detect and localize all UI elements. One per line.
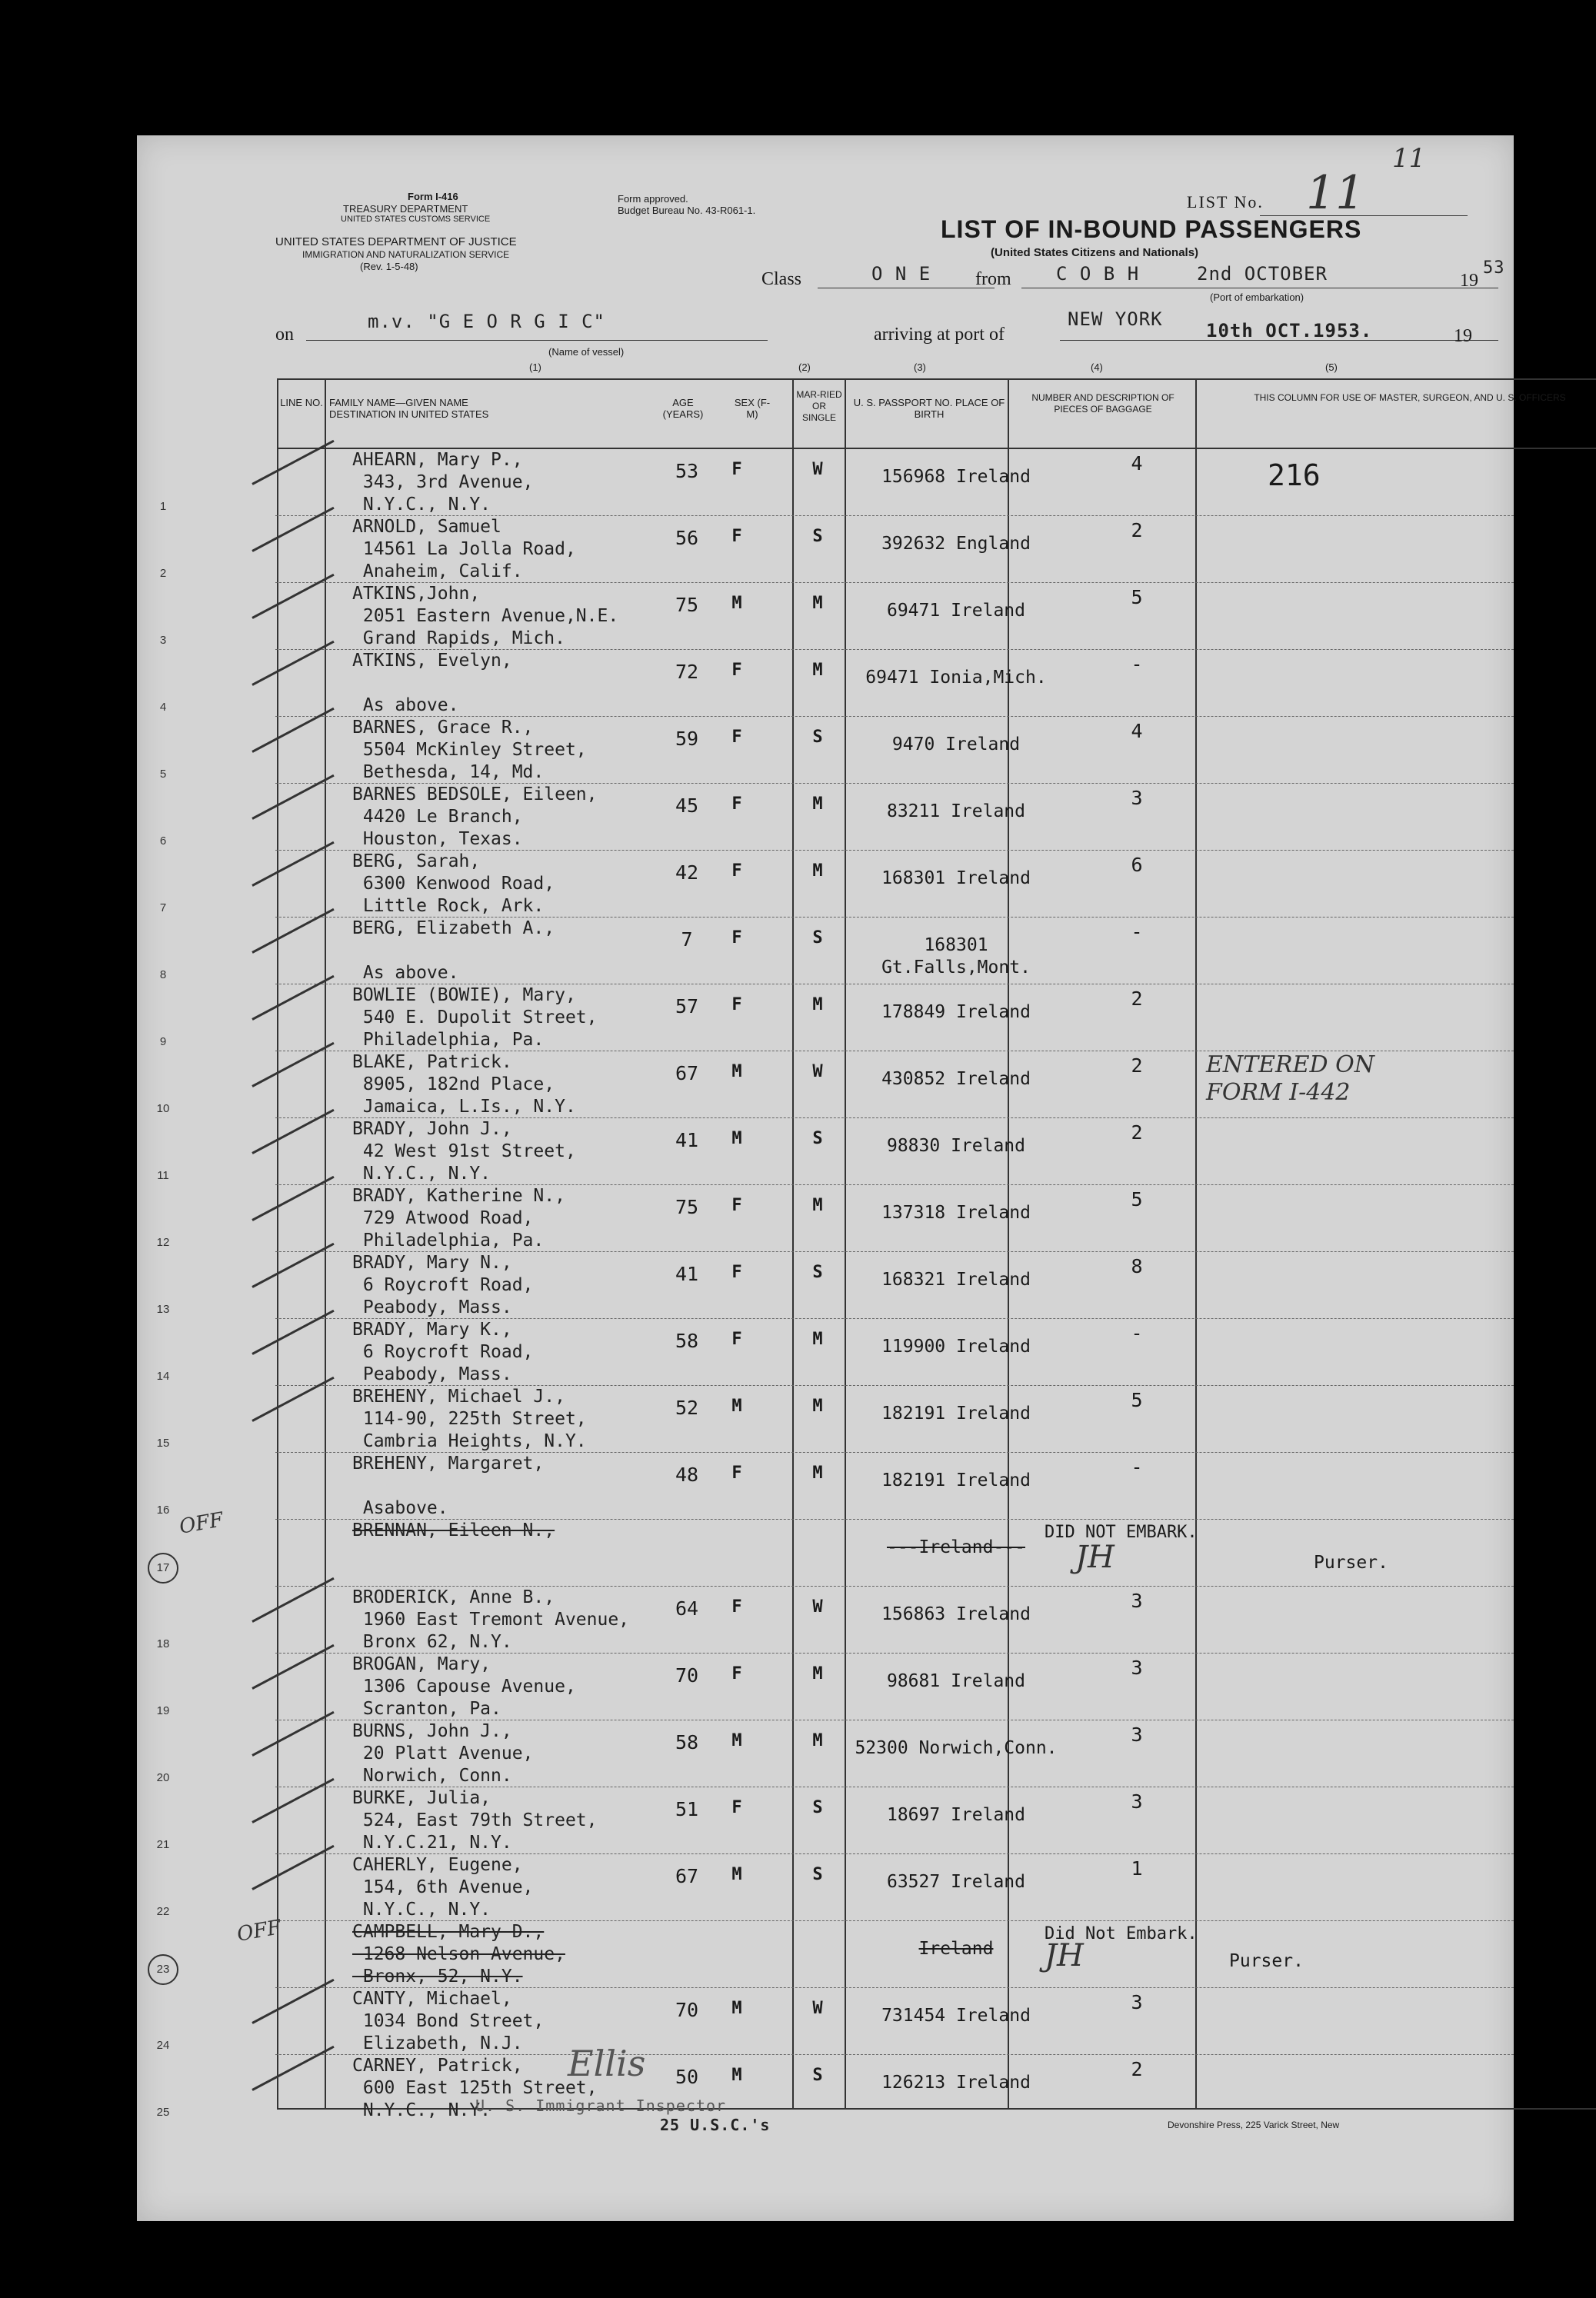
passenger-name-address: BOWLIE (BOWIE), Mary, 540 E. Dupolit Street, Philadelphia, Pa. [352,985,598,1050]
table-row [137,2055,1514,2122]
passenger-name-address: CARNEY, Patrick, 600 East 125th Street, N.Y.C., N.Y. [352,2056,598,2120]
baggage-count: 2 [1131,519,1143,541]
column-number: (2) [798,361,811,373]
passenger-sex: M [731,1865,742,1884]
budget-bureau: Budget Bureau No. 43-R061-1. [618,205,756,216]
passenger-age: 58 [675,1330,699,1352]
line-number: 11 [157,1169,169,1182]
passenger-age: 64 [675,1597,699,1620]
baggage-count: 3 [1131,1991,1143,2013]
line-number: 21 [156,1838,170,1851]
passenger-name-address: ATKINS, Evelyn, As above. [352,651,512,715]
table-row [137,516,1514,583]
revision-label: (Rev. 1-5-48) [360,261,418,272]
port-embarkation-caption: (Port of embarkation) [1210,291,1304,303]
arrival-port: NEW YORK [1068,308,1163,330]
baggage-count: - [1131,1456,1143,1478]
line-number: 15 [156,1437,170,1450]
passenger-sex: M [731,1999,742,2018]
customs-service: UNITED STATES CUSTOMS SERVICE [341,215,491,224]
header-sex: SEX (F-M) [734,397,771,420]
passenger-name-address: AHEARN, Mary P., 343, 3rd Avenue, N.Y.C., N.Y. [352,450,534,515]
passenger-sex: M [731,1397,742,1416]
passenger-name-address: BROGAN, Mary, 1306 Capouse Avenue, Scranton, Pa. [352,1654,576,1719]
baggage-count: 2 [1131,1054,1143,1077]
passport-birthplace: 178849 Ireland [881,1002,1031,1022]
line-number: 16 [156,1504,170,1517]
passenger-name-address: CANTY, Michael, 1034 Bond Street, Elizabeth, N.J. [352,1989,545,2053]
passenger-sex: F [731,1196,742,1215]
treasury-department: TREASURY DEPARTMENT [343,203,468,215]
passenger-marital: S [812,1263,823,1282]
list-number-value: 11 [1306,166,1365,220]
from-label: from [975,269,1011,289]
baggage-count: 2 [1131,1121,1143,1144]
header-line-no: LINE NO. [280,397,323,408]
passenger-name-address: BRADY, John J., 42 West 91st Street, N.Y.C., N.Y. [352,1119,576,1184]
line-number: 22 [156,1905,170,1918]
department-of-justice: UNITED STATES DEPARTMENT OF JUSTICE [275,235,517,248]
baggage-count: 8 [1131,1255,1143,1277]
passenger-name-address: ATKINS,John, 2051 Eastern Avenue,N.E. Grand Rapids, Mich. [352,584,619,648]
usc-total: 25 U.S.C.'s [660,2116,771,2134]
passenger-name-address: CAMPBELL, Mary D., 1268 Nelson Avenue, Bronx, 52, N.Y. [352,1922,565,1987]
line-number-circled: 17 [148,1553,178,1584]
passenger-marital: M [812,1731,823,1750]
class-value: O N E [871,263,931,285]
baggage-count: 3 [1131,1590,1143,1612]
corner-mark: 11 [1392,143,1426,174]
passenger-sex: F [731,1464,742,1483]
purser-label: Purser. [1229,1951,1304,1971]
line-number: 2 [159,567,167,580]
officer-remark: ENTERED ON FORM I-442 [1206,1051,1374,1106]
baggage-count: 5 [1131,1188,1143,1211]
passenger-age: 72 [675,661,699,683]
table-row [137,1787,1514,1854]
line-number: 12 [156,1236,170,1249]
passport-birthplace: 63527 Ireland [886,1872,1025,1892]
passport-birthplace: 98681 Ireland [886,1671,1025,1691]
table-row [137,1988,1514,2055]
passport-birthplace: 182191 Ireland [881,1404,1031,1424]
passenger-marital: M [812,794,823,814]
passenger-sex: F [731,1664,742,1684]
table-row [137,918,1514,984]
passport-birthplace: 137318 Ireland [881,1203,1031,1223]
table-row [137,1386,1514,1453]
passport-birthplace: 168301 Gt.Falls,Mont. [881,935,1031,977]
passenger-marital: S [812,1798,823,1817]
passenger-sex: F [731,661,742,680]
passenger-age: 50 [675,2066,699,2088]
line-number: 9 [159,1035,167,1048]
line-number: 1 [159,500,167,513]
line-number-circled: 23 [148,1954,178,1985]
passenger-marital: S [812,527,823,546]
table-row [137,1453,1514,1520]
passport-birthplace: 168321 Ireland [881,1270,1031,1290]
passenger-name-address: BARNES, Grace R., 5504 McKinley Street, Bethesda, 14, Md. [352,718,587,782]
form-title: LIST OF IN-BOUND PASSENGERS [941,215,1362,243]
passenger-marital: W [812,1999,823,2018]
passport-birthplace: 430852 Ireland [881,1069,1031,1089]
form-approved: Form approved. [618,193,688,205]
year-prefix-2: 19 [1454,326,1472,346]
baggage-count: 5 [1131,1389,1143,1411]
table-row [137,449,1514,516]
table-row [137,1720,1514,1787]
baggage-count: - [1131,921,1143,943]
passport-birthplace: 392632 England [881,534,1031,554]
passport-birthplace: 52300 Norwich,Conn. [855,1738,1058,1758]
passenger-sex: M [731,1731,742,1750]
passenger-age: 52 [675,1397,699,1419]
table-row [137,1051,1514,1118]
passenger-sex: M [731,594,742,613]
passenger-name-address: ARNOLD, Samuel 14561 La Jolla Road, Anaheim, Calif. [352,517,576,581]
passenger-sex: M [731,1062,742,1081]
passenger-marital: M [812,1397,823,1416]
passenger-sex: F [731,728,742,747]
table-row [137,984,1514,1051]
line-number [148,1553,178,1584]
passport-birthplace: 126213 Ireland [881,2073,1031,2093]
passport-birthplace: 83211 Ireland [886,801,1025,821]
table-row [137,1854,1514,1921]
column-number: (4) [1091,361,1103,373]
table-row [137,1252,1514,1319]
passenger-name-address: BREHENY, Margaret, Asabove. [352,1454,545,1518]
passport-birthplace: 156968 Ireland [881,467,1031,487]
passenger-age: 75 [675,594,699,616]
vessel-underline [306,340,768,341]
passenger-marital: S [812,2066,823,2085]
passenger-sex: M [731,1129,742,1148]
passenger-sex: F [731,995,742,1014]
purser-label: Purser. [1314,1553,1388,1573]
passenger-sex: F [731,1263,742,1282]
did-not-embark-note: DID NOT EMBARK. [1045,1523,1198,1542]
passenger-marital: S [812,1129,823,1148]
passenger-marital: M [812,1664,823,1684]
passenger-age: 56 [675,527,699,549]
ins-label: IMMIGRATION AND NATURALIZATION SERVICE [302,249,510,260]
table-row [137,851,1514,918]
baggage-count: 5 [1131,586,1143,608]
passenger-name-address: BRADY, Mary K., 6 Roycroft Road, Peabody, Mass. [352,1320,534,1384]
header-baggage: NUMBER AND DESCRIPTION OF PIECES OF BAGGAGE [1031,392,1175,415]
passenger-name-address: BERG, Elizabeth A., As above. [352,918,555,983]
class-label: Class [761,269,802,289]
baggage-count: 3 [1131,787,1143,809]
vessel-caption: (Name of vessel) [548,346,625,358]
line-number: 19 [156,1704,170,1717]
table-row-cancelled [137,1520,1514,1587]
header-name: FAMILY NAME—GIVEN NAME DESTINATION IN UNITED STATES [329,397,489,420]
table-row-cancelled [137,1921,1514,1988]
passenger-age: 41 [675,1263,699,1285]
year-suffix: 53 [1483,258,1505,278]
passenger-marital: M [812,1464,823,1483]
passport-birthplace: ---Ireland--- [886,1537,1025,1557]
passenger-name-address: BLAKE, Patrick. 8905, 182nd Place, Jamaica, L.Is., N.Y. [352,1052,576,1117]
table-row [137,583,1514,650]
printer-credit: Devonshire Press, 225 Varick Street, New [1168,2120,1340,2130]
passenger-name-address: BRODERICK, Anne B., 1960 East Tremont Avenue, Bronx 62, N.Y. [352,1587,630,1652]
table-row [137,717,1514,784]
passenger-marital: M [812,661,823,680]
header-married: MAR-RIED OR SINGLE [796,389,842,423]
passenger-age: 48 [675,1464,699,1486]
line-number: 14 [156,1370,170,1383]
baggage-count: 2 [1131,2058,1143,2080]
passenger-name-address: BREHENY, Michael J., 114-90, 225th Street, Cambria Heights, N.Y. [352,1387,587,1451]
baggage-count: 6 [1131,854,1143,876]
passenger-age: 75 [675,1196,699,1218]
arriving-label: arriving at port of [874,325,1005,345]
baggage-count: - [1131,653,1143,675]
line-number: 5 [159,768,167,781]
passenger-age: 58 [675,1731,699,1753]
passenger-marital: S [812,928,823,948]
passenger-age: 42 [675,861,699,884]
passport-birthplace: 182191 Ireland [881,1470,1031,1490]
passenger-age: 53 [675,460,699,482]
arrival-underline [1060,340,1498,341]
table-row [137,1319,1514,1386]
inspector-signature: Ellis [568,2043,646,2084]
passport-birthplace: 156863 Ireland [881,1604,1031,1624]
off-mark: OFF [177,1508,225,1539]
passenger-marital: S [812,1865,823,1884]
passenger-sex: F [731,794,742,814]
line-number: 18 [156,1637,170,1650]
document-page [137,135,1566,2221]
passenger-name-address: BRADY, Mary N., 6 Roycroft Road, Peabody, Mass. [352,1253,534,1317]
passenger-marital: W [812,1597,823,1617]
baggage-count: 2 [1131,987,1143,1010]
inspector-stamp: U. S. Immigrant Inspector [475,2097,727,2115]
passenger-marital: M [812,1330,823,1349]
baggage-count: 3 [1131,1657,1143,1679]
purser-signature: JH [1045,1938,1084,1973]
line-number: 13 [156,1303,170,1316]
passenger-age: 70 [675,1664,699,1687]
passenger-marital: M [812,861,823,881]
table-row [137,1654,1514,1720]
passenger-age: 57 [675,995,699,1017]
baggage-count: - [1131,1322,1143,1344]
list-number-label: LIST No. [1187,192,1264,211]
column-number: (1) [529,361,541,373]
passenger-sex: F [731,1798,742,1817]
baggage-count: 1 [1131,1857,1143,1880]
passenger-age: 67 [675,1062,699,1084]
passenger-sex: F [731,527,742,546]
passenger-name-address: CAHERLY, Eugene, 154, 6th Avenue, N.Y.C., N.Y. [352,1855,534,1920]
passenger-sex: F [731,460,742,479]
passenger-age: 67 [675,1865,699,1887]
table-top-border [277,378,1596,380]
officer-remark: 216 [1268,458,1321,492]
column-number: (5) [1325,361,1338,373]
line-number: 7 [159,901,167,914]
purser-signature: JH [1075,1540,1115,1575]
line-number: 20 [156,1771,170,1784]
baggage-count: 4 [1131,452,1143,475]
passport-birthplace: 69471 Ireland [886,601,1025,621]
line-number: 10 [156,1102,170,1115]
passport-birthplace: 168301 Ireland [881,868,1031,888]
table-row [137,1185,1514,1252]
year-prefix: 19 [1460,271,1478,291]
baggage-count: 3 [1131,1790,1143,1813]
line-number: 24 [156,2039,170,2052]
passenger-sex: F [731,1597,742,1617]
passenger-name-address: BURKE, Julia, 524, East 79th Street, N.Y.C.21, N.Y. [352,1788,598,1853]
vessel-name: m.v. "G E O R G I C" [368,311,605,332]
header-officers: THIS COLUMN FOR USE OF MASTER, SURGEON, AND U. S. OFFICERS [1254,392,1566,403]
arrival-date: 10th OCT.1953. [1206,320,1373,341]
line-number: 4 [159,701,167,714]
line-number: 8 [159,968,167,981]
passenger-marital: W [812,460,823,479]
passenger-age: 45 [675,794,699,817]
form-subtitle: (United States Citizens and Nationals) [991,246,1199,259]
passenger-name-address: BRADY, Katherine N., 729 Atwood Road, Philadelphia, Pa. [352,1186,565,1251]
passenger-sex: M [731,2066,742,2085]
passenger-name-address: BURNS, John J., 20 Platt Avenue, Norwich, Conn. [352,1721,534,1786]
off-mark: OFF [235,1916,283,1947]
passenger-sex: F [731,1330,742,1349]
on-label: on [275,325,294,345]
table-row [137,784,1514,851]
passenger-marital: S [812,728,823,747]
passport-birthplace: 9470 Ireland [891,734,1021,754]
line-number [148,1954,178,1985]
passenger-marital: M [812,594,823,613]
passenger-age: 7 [681,928,693,951]
check-mark [252,440,334,485]
baggage-count: 4 [1131,720,1143,742]
line-number: 25 [156,2106,170,2119]
passenger-marital: M [812,995,823,1014]
passenger-age: 59 [675,728,699,750]
passenger-name-address: BARNES BEDSOLE, Eileen, 4420 Le Branch, Houston, Texas. [352,784,598,849]
passport-birthplace: 98830 Ireland [886,1136,1025,1156]
passenger-marital: W [812,1062,823,1081]
table-row [137,650,1514,717]
passenger-sex: F [731,928,742,948]
passport-birthplace: 119900 Ireland [881,1337,1031,1357]
passport-birthplace: 731454 Ireland [881,2006,1031,2026]
header-age: AGE (YEARS) [662,397,704,420]
table-row [137,1118,1514,1185]
passport-birthplace: 69471 Ionia,Mich. [865,668,1047,688]
departure-date: 2nd OCTOBER [1197,263,1328,285]
passenger-age: 70 [675,1999,699,2021]
table-row [137,1587,1514,1654]
column-number: (3) [914,361,926,373]
header-passport: U. S. PASSPORT NO. PLACE OF BIRTH [853,397,1005,420]
passport-birthplace: 18697 Ireland [886,1805,1025,1825]
did-not-embark-note: Did Not Embark. [1045,1924,1198,1943]
passport-birthplace: Ireland [918,1939,994,1959]
passenger-sex: F [731,861,742,881]
passenger-age: 41 [675,1129,699,1151]
passenger-marital: M [812,1196,823,1215]
line-number: 3 [159,634,167,647]
from-value: C O B H [1056,263,1140,285]
passenger-name-address: BERG, Sarah, 6300 Kenwood Road, Little Rock, Ark. [352,851,555,916]
passenger-age: 51 [675,1798,699,1820]
passenger-name-address: BRENNAN, Eileen N., [352,1520,555,1540]
form-number: Form I-416 [408,191,458,202]
baggage-count: 3 [1131,1724,1143,1746]
line-number: 6 [159,834,167,848]
